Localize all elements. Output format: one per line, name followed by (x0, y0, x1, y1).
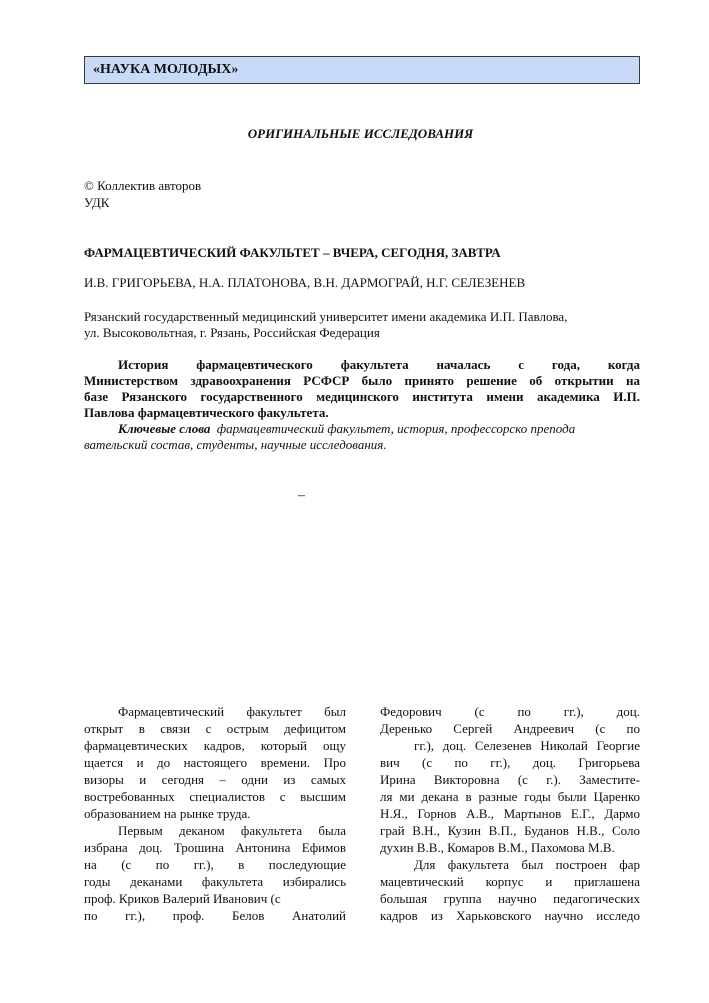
authors-line: И.В. ГРИГОРЬЕВА, Н.А. ПЛАТОНОВА, В.Н. ДАРМОГРАЙ, Н.Г. СЕЛЕЗЕНЕВ (84, 275, 526, 290)
body-line: Ирина Викторовна (с г.). Заместите- (380, 772, 640, 787)
copyright-line: © Коллектив авторов (84, 178, 202, 193)
body-line: Н.Я., Горнов А.В., Мартынов Е.Г., Дармо (380, 806, 640, 821)
abstract-line: Павлова фармацевтического факультета. (84, 405, 329, 420)
journal-header-box (84, 56, 640, 84)
body-line: образованием на рынке труда. (84, 806, 251, 821)
body-line: щается и до настоящего времени. Про (84, 755, 346, 770)
affiliation-line: Рязанский государственный медицинский университет имени академика И.П. Павлова, (84, 309, 568, 324)
body-column-right (380, 703, 640, 924)
keywords-label: Ключевые слова (118, 421, 211, 436)
abstract-line: базе Рязанского государственного медицинского института имени академика И.П. (84, 389, 640, 404)
body-line: открыт в связи с острым дефицитом (84, 721, 346, 736)
journal-header-label: «НАУКА МОЛОДЫХ» (93, 62, 239, 77)
abstract-line: Министерством здравоохранения РСФСР было принято решение об открытии на (84, 373, 640, 388)
body-line: духин В.В., Комаров В.М., Пахомова М.В. (380, 840, 615, 855)
body-line: вич (с по гг.), доц. Григорьева (380, 755, 640, 770)
keywords-text: вательский состав, студенты, научные исследования. (84, 437, 387, 452)
body-line: Федорович (с по гг.), доц. (380, 704, 640, 719)
body-line: ля ми декана в разные годы были Царенко (380, 789, 640, 804)
body-line: большая группа научно педагогических (380, 891, 640, 906)
body-line: фармацевтических кадров, который ощу (84, 738, 346, 753)
body-line: Для факультета был построен фар (414, 857, 640, 872)
body-line: востребованных специалистов с высшим (84, 789, 346, 804)
body-line: Первым деканом факультета была (118, 823, 346, 838)
body-line: Фармацевтический факультет был (118, 704, 346, 719)
body-line: визоры и сегодня – одни из самых (84, 772, 346, 787)
abstract (84, 357, 640, 421)
affiliation-line: ул. Высоковольтная, г. Рязань, Российская Федерация (84, 325, 380, 340)
body-column-left (84, 703, 346, 924)
body-line: избрана доц. Трошина Антонина Ефимов (84, 840, 346, 855)
keywords-text: фармацевтический факультет, история, профессорско препода (216, 421, 576, 436)
body-line: кадров из Харьковского научно исследо (380, 908, 640, 923)
body-line: Деренько Сергей Андреевич (с по (380, 721, 640, 736)
section-title: ОРИГИНАЛЬНЫЕ ИССЛЕДОВАНИЯ (247, 126, 474, 141)
body-line: гг.), доц. Селезенев Николай Георгие (414, 738, 640, 753)
article-title: ФАРМАЦЕВТИЧЕСКИЙ ФАКУЛЬТЕТ – ВЧЕРА, СЕГОДНЯ, ЗАВТРА (84, 245, 501, 260)
body-line: на (с по гг.), в последующие (84, 857, 346, 872)
keywords (84, 421, 640, 453)
body-line: грай В.Н., Кузин В.П., Буданов Н.В., Соло (380, 823, 640, 838)
body-line: проф. Криков Валерий Иванович (с (84, 891, 281, 906)
body-line: по гг.), проф. Белов Анатолий (84, 908, 346, 923)
body-line: годы деканами факультета избирались (84, 874, 346, 889)
udk-line: УДК (84, 195, 110, 210)
dash-mark: – (298, 488, 305, 503)
abstract-line: История фармацевтического факультета началась с года, когда (118, 357, 640, 372)
body-line: мацевтический корпус и приглашена (380, 874, 640, 889)
